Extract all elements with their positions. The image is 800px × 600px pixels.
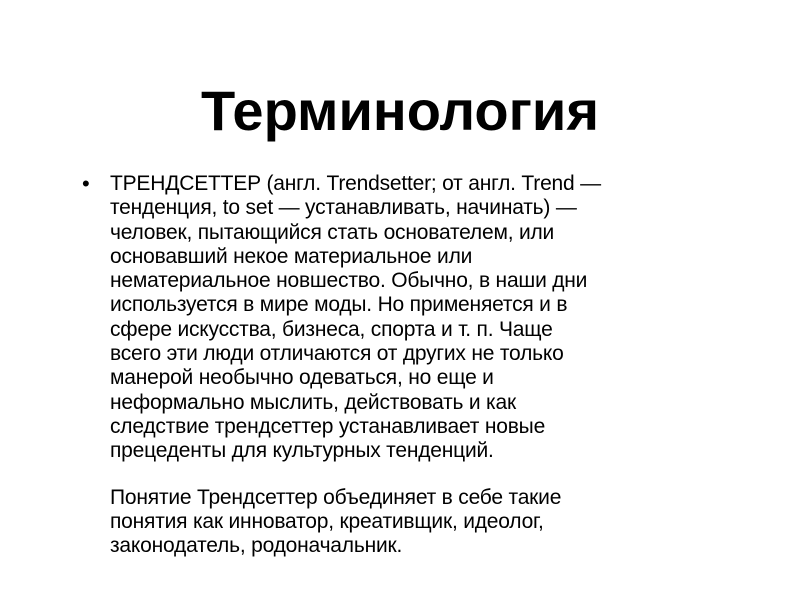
paragraph-line: неформально мыслить, действовать и как [110,390,516,414]
paragraph-line: сфере искусства, бизнеса, спорта и т. п. Чаще [110,317,553,341]
paragraph-line: используется в мире моды. Но применяется и в [110,293,568,317]
bullet-dot-icon: • [82,171,90,196]
definition-paragraph [110,172,722,464]
paragraph-line: тенденция, to set — устанавливать, начинать) — [110,196,577,220]
paragraph-line: Понятие Трендсеттер объединяет в себе такие [110,485,562,509]
paragraph-line: законодатель, родоначальник. [110,534,403,558]
paragraph-line: человек, пытающийся стать основателем, или [110,220,555,244]
paragraph-line: понятия как инноватор, креативщик, идеолог, [110,509,544,533]
paragraph-line: следствие трендсеттер устанавливает новые [110,414,546,438]
paragraph-line: манерой необычно одеваться, но еще и [110,366,494,390]
concept-paragraph [110,486,722,559]
paragraph-spacer [110,464,722,486]
bullet-item [82,172,722,558]
paragraph-line: ТРЕНДСЕТТЕР (англ. Trendsetter; от англ. Trend — [110,172,601,195]
paragraph-line: прецеденты для культурных тенденций. [110,439,494,463]
slide-title: Терминология [201,79,599,142]
slide-body [82,172,722,558]
paragraph-line: нематериальное новшество. Обычно, в наши дни [110,269,588,293]
paragraph-line: основавший некое материальное или [110,244,473,268]
paragraph-line: всего эти люди отличаются от других не только [110,342,564,366]
